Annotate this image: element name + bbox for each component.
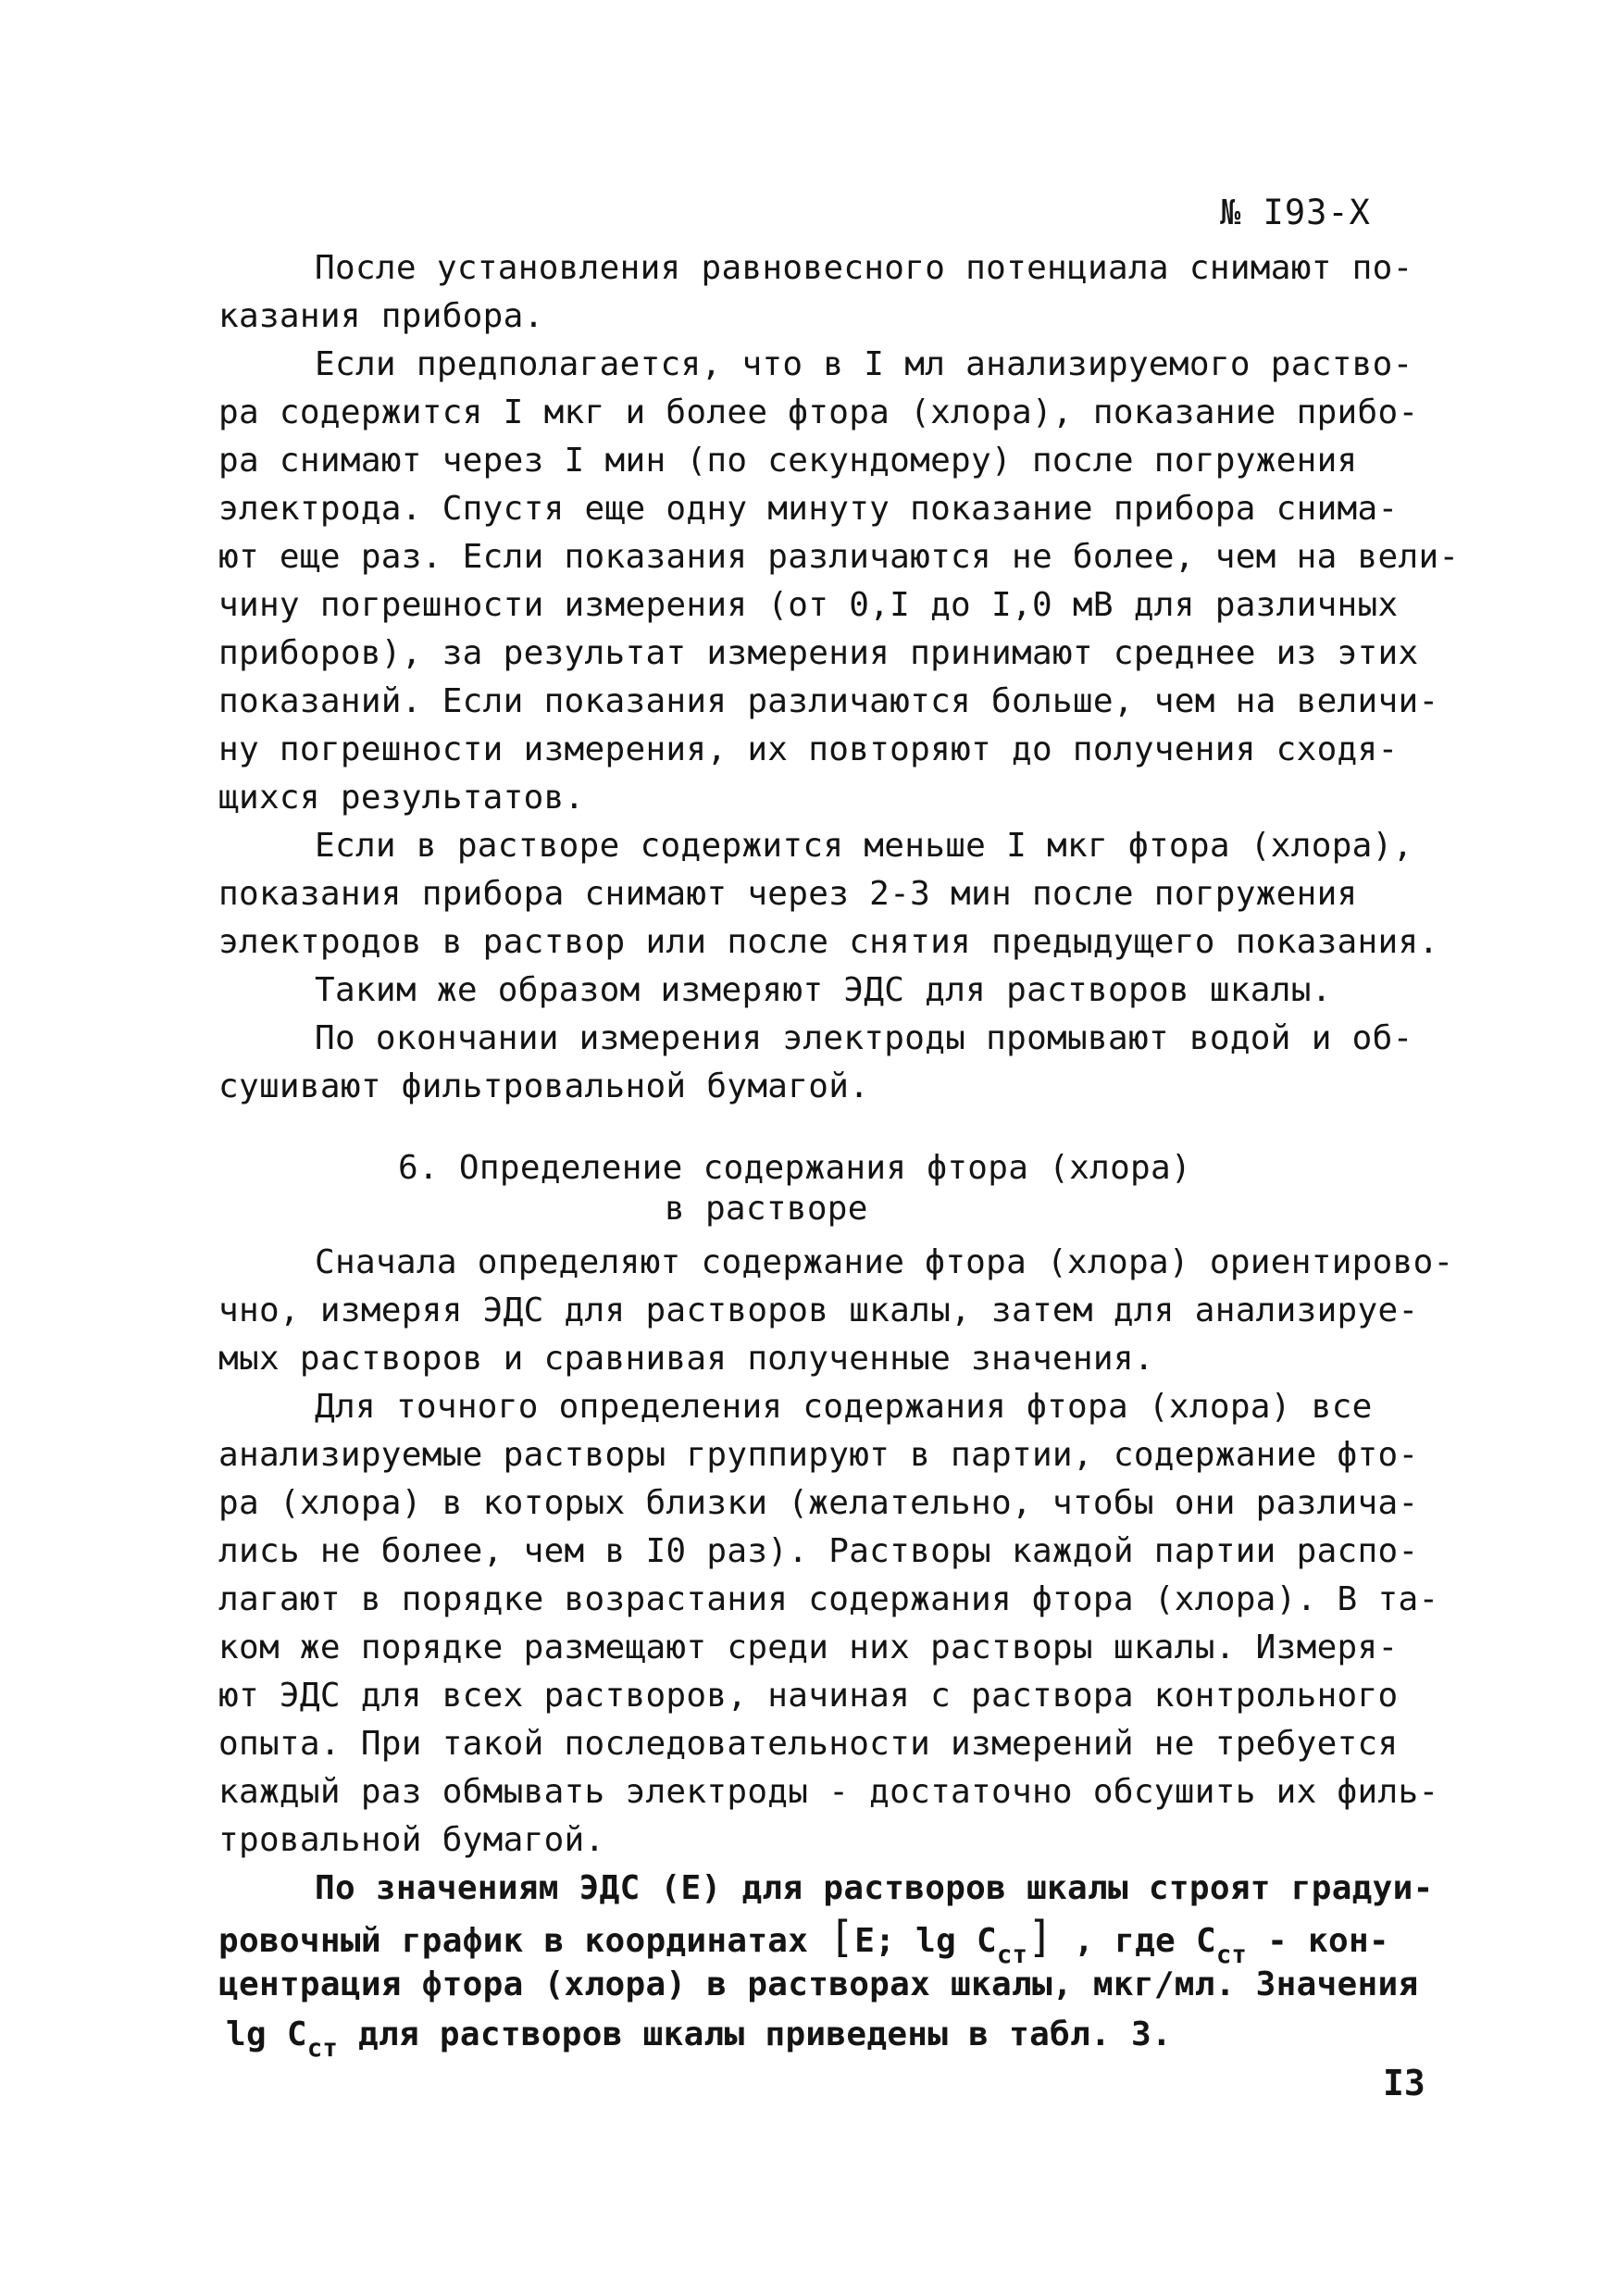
text-line: сушивают фильтровальной бумагой. <box>218 1067 870 1105</box>
section-heading: 6. Определение содержания фтора (хлора) <box>398 1149 1191 1187</box>
document-number: № I93-X <box>1220 193 1371 232</box>
text-line: По значениям ЭДС (Е) для растворов шкалы строят градуи- <box>315 1869 1434 1907</box>
text-line: электродов в раствор или после снятия предыдущего показания. <box>218 923 1439 961</box>
text-line: ком же порядке размещают среди них растворы шкалы. Измеря- <box>218 1628 1399 1666</box>
bracket-open: [ <box>828 1912 855 1962</box>
text-line: приборов), за результат измерения принимают среднее из этих <box>218 634 1419 672</box>
text-line: По окончании измерения электроды промывают водой и об- <box>315 1019 1413 1057</box>
formula-line <box>218 1912 1389 1969</box>
section-heading-continued: в растворе <box>665 1190 868 1228</box>
text-line: Таким же образом измеряют ЭДС для растворов шкалы. <box>315 971 1332 1009</box>
text-line: показаний. Если показания различаются больше, чем на величи- <box>218 682 1439 720</box>
subscript: ст <box>306 2034 339 2063</box>
text-line: чину погрешности измерения (от 0,I до I,0 мВ для различных <box>218 586 1399 624</box>
formula-text: lg C <box>226 2015 307 2053</box>
text-line: ют ЭДС для всех растворов, начиная с раствора контрольного <box>218 1677 1399 1715</box>
text-line: После установления равновесного потенциала снимают по- <box>315 249 1413 287</box>
formula-text: - кон- <box>1247 1922 1389 1960</box>
text-line: щихся результатов. <box>218 779 585 817</box>
text-line: анализируемые растворы группируют в партии, содержание фто- <box>218 1436 1419 1474</box>
formula-text: для растворов шкалы приведены в табл. 3. <box>338 2015 1172 2053</box>
bracket-close: ] <box>1027 1912 1054 1962</box>
formula-text: , где C <box>1053 1922 1216 1960</box>
formula-line <box>226 2015 1172 2063</box>
text-line: опыта. При такой последовательности измерений не требуется <box>218 1725 1399 1763</box>
formula-coords: E; lg C <box>854 1922 998 1960</box>
formula-text: ровочный график в координатах <box>218 1922 829 1960</box>
text-line: электрода. Спустя еще одну минуту показание прибора снима- <box>218 490 1399 528</box>
text-line: тровальной бумагой. <box>218 1821 605 1859</box>
text-line: лись не более, чем в I0 раз). Растворы каждой партии распо- <box>218 1532 1419 1570</box>
text-line: ра содержится I мкг и более фтора (хлора), показание прибо- <box>218 393 1419 431</box>
text-line: чно, измеряя ЭДС для растворов шкалы, затем для анализируе- <box>218 1292 1419 1329</box>
subscript: ст <box>1215 1940 1248 1969</box>
text-line: Если в растворе содержится меньше I мкг фтора (хлора), <box>315 827 1413 865</box>
text-line: Сначала определяют содержание фтора (хлора) ориентирово- <box>315 1243 1454 1281</box>
text-line: Для точного определения содержания фтора (хлора) все <box>315 1388 1373 1426</box>
text-line: каждый раз обмывать электроды - достаточно обсушить их филь- <box>218 1773 1439 1811</box>
text-line: казания прибора. <box>218 297 544 335</box>
text-line: мых растворов и сравнивая полученные значения. <box>218 1340 1154 1378</box>
text-line: показания прибора снимают через 2-3 мин после погружения <box>218 875 1358 913</box>
text-line: Если предполагается, что в I мл анализируемого раство- <box>315 345 1413 383</box>
text-line: лагают в порядке возрастания содержания фтора (хлора). В та- <box>218 1580 1439 1618</box>
text-line: ра (хлора) в которых близки (желательно, чтобы они различа- <box>218 1484 1419 1522</box>
text-line: ну погрешности измерения, их повторяют до получения сходя- <box>218 730 1399 768</box>
text-line: ют еще раз. Если показания различаются не более, чем на вели- <box>218 538 1460 576</box>
text-line: центрация фтора (хлора) в растворах шкалы, мкг/мл. Значения <box>218 1965 1419 2003</box>
page-number: I3 <box>1383 2063 1425 2103</box>
subscript: ст <box>997 1940 1028 1969</box>
text-line: ра снимают через I мин (по секундомеру) после погружения <box>218 442 1358 480</box>
